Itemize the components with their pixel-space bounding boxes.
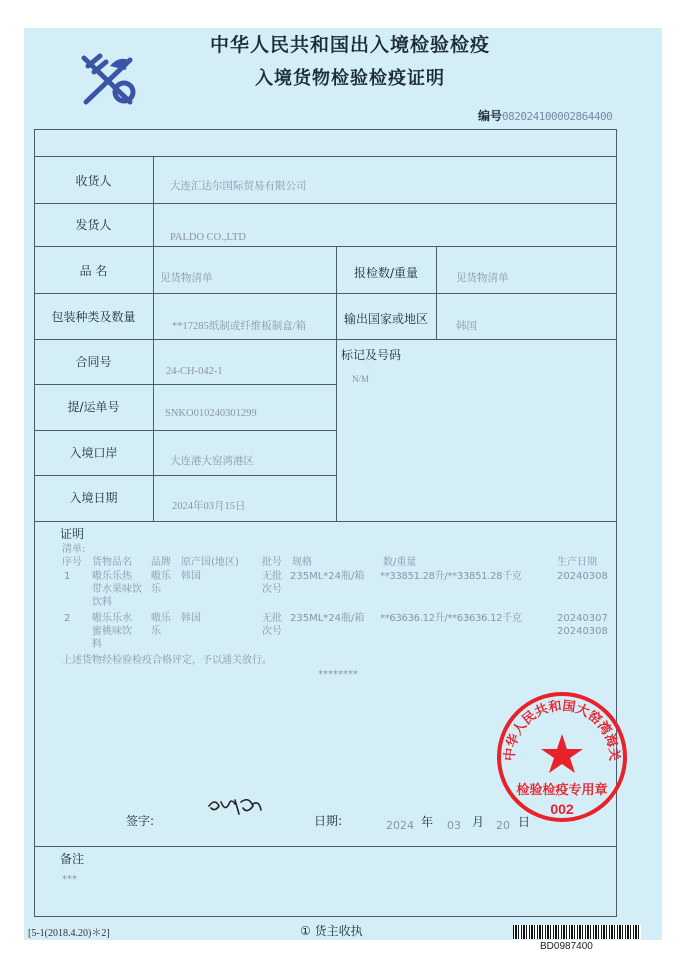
certificate-statement: 上述货物经检验检疫合格评定，予以通关放行。 <box>62 655 272 666</box>
col-divider <box>153 156 154 521</box>
handwritten-signature <box>205 792 265 822</box>
certificate-label: 证明 <box>60 527 85 541</box>
quantity-value: 见货物清单 <box>456 273 509 284</box>
title-line1: 中华人民共和国出入境检验检疫 <box>209 34 490 56</box>
row-divider <box>34 156 617 157</box>
bill-of-lading-value: SNKO010240301299 <box>165 408 257 419</box>
col-header-date: 生产日期 <box>557 557 597 568</box>
row-batch-line: 无批 <box>262 571 282 582</box>
row-date: 20240308 <box>557 571 608 582</box>
sign-day: 20 <box>496 819 510 832</box>
row-no: 1 <box>64 571 71 582</box>
copy-label: ① 货主收执 <box>300 924 363 938</box>
entry-date-value: 2024年03月15日 <box>172 501 246 512</box>
packing-label: 包装种类及数量 <box>51 310 136 324</box>
row-name-line: 嗷乐乐水 <box>92 613 132 624</box>
quantity-label: 报检数/重量 <box>353 266 419 280</box>
origin-label: 输出国家或地区 <box>343 312 428 326</box>
contract-label: 合同号 <box>75 355 112 369</box>
consignee-value: 大连汇达尔国际贸易有限公司 <box>170 181 307 192</box>
row-divider <box>34 339 617 340</box>
row-name-line: 带水果味饮 <box>92 584 142 595</box>
packing-value: **17285纸制或纤维板制盒/箱 <box>172 321 307 332</box>
entry-port-label: 入境口岸 <box>69 446 118 460</box>
signature-label: 签字: <box>126 814 155 828</box>
row-brand-line: 嗷乐 <box>151 571 171 582</box>
title-line2: 入境货物检验检疫证明 <box>255 68 445 89</box>
marks-label: 标记及号码 <box>341 348 402 362</box>
row-divider <box>34 521 617 522</box>
row-batch-line: 次号 <box>262 584 282 595</box>
remarks-label: 备注 <box>60 852 85 866</box>
consignor-label: 发货人 <box>75 218 112 232</box>
row-no: 2 <box>64 613 71 624</box>
statement-stars: ******** <box>318 669 358 680</box>
row-name-line: 饮料 <box>92 597 112 608</box>
barcode-number: BD0987400 <box>540 941 593 952</box>
seal-arc-text: 中华人民共和国大窑湾海关 <box>502 698 622 762</box>
consignee-label: 收货人 <box>75 174 112 188</box>
sign-month-unit: 月 <box>472 815 485 829</box>
goods-value: 见货物清单 <box>160 273 213 284</box>
origin-value: 韩国 <box>456 321 477 332</box>
row-divider <box>34 203 617 204</box>
seal-inner-text: 检验检疫专用章 <box>516 783 608 798</box>
row-brand-line: 乐 <box>151 584 161 595</box>
row-name-line: 料 <box>92 639 102 650</box>
seal-number: 002 <box>550 801 574 817</box>
col-header-name: 货物品名 <box>92 557 132 568</box>
date-label: 日期: <box>314 814 343 828</box>
row-batch-line: 无批 <box>262 613 282 624</box>
row-brand-line: 嗷乐 <box>151 613 171 624</box>
entry-port-value: 大连港大窑湾港区 <box>170 456 254 467</box>
ciq-emblem-icon <box>78 52 140 108</box>
list-title: 清单: <box>62 544 86 555</box>
col-divider <box>336 246 337 521</box>
col-header-brand: 品牌 <box>151 557 171 568</box>
row-date: 20240307 <box>557 613 608 624</box>
goods-label: 品 名 <box>79 264 108 278</box>
cert-no-label: 编号 <box>478 109 503 123</box>
col-header-no: 序号 <box>62 557 82 568</box>
consignor-value: PALDO CO.,LTD <box>170 232 246 243</box>
seal-star-icon <box>541 734 583 773</box>
row-name-line: 嗷乐乐热 <box>92 571 132 582</box>
row-divider <box>34 384 336 385</box>
remarks-value: *** <box>62 874 77 885</box>
bill-of-lading-label: 提/运单号 <box>67 400 120 414</box>
row-spec: 235ML*24瓶/箱 <box>290 613 365 624</box>
entry-date-label: 入境日期 <box>69 491 118 505</box>
col-divider <box>436 246 437 339</box>
row-qty: **63636.12升/**63636.12千克 <box>380 613 522 624</box>
official-seal <box>493 688 631 826</box>
col-header-qty: 数/重量 <box>383 557 417 568</box>
row-divider <box>34 293 617 294</box>
certificate-number <box>478 107 612 124</box>
row-divider <box>34 846 617 847</box>
sign-month: 03 <box>447 819 461 832</box>
row-divider <box>34 430 336 431</box>
row-origin: 韩国 <box>181 613 201 624</box>
contract-value: 24-CH-042-1 <box>166 366 223 377</box>
row-batch-line: 次号 <box>262 626 282 637</box>
row-name-line: 蜜桃味饮 <box>92 626 132 637</box>
form-code: [5-1(2018.4.20)＊2] <box>28 928 110 939</box>
row-qty: **33851.28升/**33851.28千克 <box>380 571 522 582</box>
barcode <box>513 925 641 939</box>
row-divider <box>34 475 336 476</box>
sign-year: 2024 <box>386 819 414 832</box>
row-date: 20240308 <box>557 626 608 637</box>
sign-year-unit: 年 <box>421 815 434 829</box>
row-spec: 235ML*24瓶/箱 <box>290 571 365 582</box>
sign-day-unit: 日 <box>518 815 531 829</box>
marks-value: N/M <box>352 374 370 384</box>
col-header-origin: 原产国(地区) <box>181 557 239 568</box>
row-divider <box>34 246 617 247</box>
col-header-spec: 规格 <box>292 557 312 568</box>
row-origin: 韩国 <box>181 571 201 582</box>
col-header-batch: 批号 <box>262 557 282 568</box>
cert-no-value: 082024100002864400 <box>502 110 613 123</box>
row-brand-line: 乐 <box>151 626 161 637</box>
